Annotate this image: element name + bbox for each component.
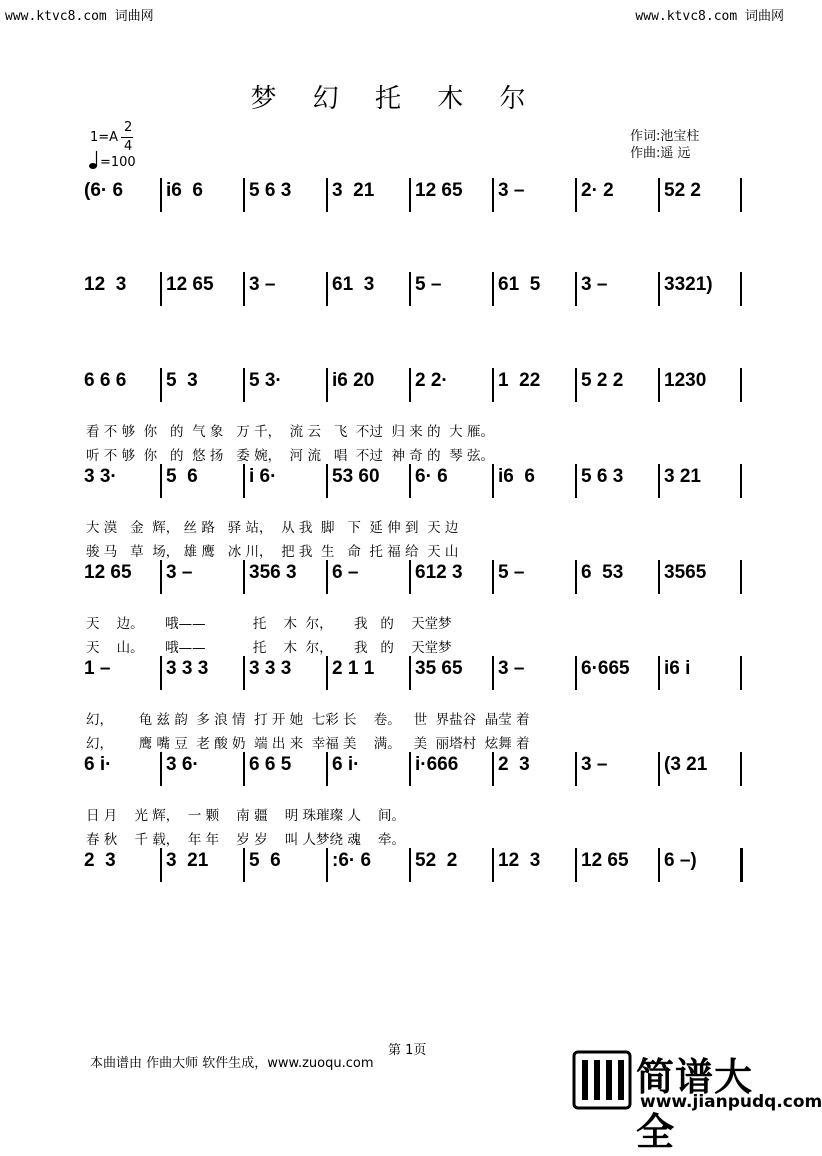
time-signature-bottom: 4 (124, 139, 133, 154)
logo-url: www.jianpudq.com (640, 1092, 822, 1112)
bar-line (492, 752, 494, 786)
measure (249, 850, 322, 880)
lyric-line: 春 秋 千 载， 年 年 岁 岁 叫 人梦绕 魂 牵。 (86, 832, 405, 848)
measure (84, 180, 156, 210)
bar-line (326, 178, 328, 212)
bar-line (326, 848, 328, 882)
measure (166, 180, 239, 210)
notation-row (78, 466, 740, 496)
bar-line (492, 560, 494, 594)
measure (581, 370, 654, 400)
measure-notes: 3 21 (332, 180, 375, 201)
measure (664, 370, 736, 400)
bar-line (740, 368, 742, 402)
bar-line (740, 178, 742, 212)
measure-notes: 3 – (249, 274, 276, 295)
notation-row (78, 274, 740, 304)
bar-line (409, 848, 411, 882)
measure-notes: 2 2· (415, 370, 448, 391)
measure (415, 274, 488, 304)
lyric-line: 大 漠 金 辉， 丝 路 驿 站， 从 我 脚 下 延 伸 到 天 边 (86, 520, 459, 536)
measure (664, 466, 736, 496)
lyric-line: 幻， 龟 兹 韵 多 浪 情 打 开 她 七彩 长 卷。 世 界盐谷 晶莹 着 (86, 712, 530, 728)
measure (415, 658, 488, 688)
measure (415, 370, 488, 400)
measure (581, 754, 654, 784)
bar-line (326, 464, 328, 498)
notation-row (78, 658, 740, 688)
bar-line (658, 752, 660, 786)
bar-line (492, 272, 494, 306)
lyric-line: 幻， 鹰 嘴 豆 老 酸 奶 端 出 来 幸福 美 满。 美 丽塔村 炫舞 着 (86, 736, 530, 752)
time-signature-bar (121, 137, 133, 138)
measure-notes: 3565 (664, 562, 707, 583)
bar-line (575, 656, 577, 690)
measure (415, 850, 488, 880)
measure (664, 850, 736, 880)
measure-notes: 2· 2 (581, 180, 614, 201)
measure-notes: 35 65 (415, 658, 463, 679)
header-site-left[interactable]: www.ktvc8.com 词曲网 (5, 9, 154, 24)
composer-credit: 作曲:遥 远 (630, 146, 691, 161)
measure (581, 274, 654, 304)
key-signature: 1=A (90, 130, 119, 145)
bar-line (243, 656, 245, 690)
bar-line (658, 656, 660, 690)
bar-line (492, 178, 494, 212)
bar-line (160, 848, 162, 882)
measure (415, 562, 488, 592)
bar-line (409, 464, 411, 498)
measure-notes: 1 – (84, 658, 111, 679)
measure-notes: 3 – (166, 562, 193, 583)
measure-notes: i6 6 (498, 466, 535, 487)
measure-notes: i 6· (249, 466, 277, 487)
lyric-line: 听 不 够 你 的 悠 扬 委 婉， 河 流 唱 不过 神 奇 的 琴 弦。 (86, 448, 494, 464)
measure (664, 754, 736, 784)
measure (249, 754, 322, 784)
measure (581, 562, 654, 592)
bar-line (575, 752, 577, 786)
bar-line (160, 178, 162, 212)
bar-line (243, 848, 245, 882)
notation-row (78, 562, 740, 592)
measure (415, 754, 488, 784)
measure-notes: 5 – (415, 274, 442, 295)
bar-line (326, 656, 328, 690)
measure (332, 658, 405, 688)
bar-line (243, 368, 245, 402)
lyric-line: 骏 马 草 场， 雄 鹰 冰 川， 把 我 生 命 托 福 给 天 山 (86, 544, 459, 560)
measure (498, 466, 571, 496)
measure (332, 562, 405, 592)
measure (166, 370, 239, 400)
bar-line (243, 560, 245, 594)
measure-notes: 3 6· (166, 754, 199, 775)
lyric-line: 天 山。 哦—— 托 木 尔， 我 的 天堂梦 (86, 640, 452, 656)
page-number: 第 1页 (388, 1043, 427, 1058)
bar-line (160, 368, 162, 402)
bar-line (409, 368, 411, 402)
measure-notes: (6· 6 (84, 180, 124, 201)
measure (166, 658, 239, 688)
measure-notes: 2 3 (84, 850, 116, 871)
measure-notes: 5 6 (249, 850, 281, 871)
measure (166, 562, 239, 592)
bar-line (160, 464, 162, 498)
bar-line (243, 178, 245, 212)
measure (664, 658, 736, 688)
measure (581, 658, 654, 688)
bar-line (492, 464, 494, 498)
bar-line (409, 178, 411, 212)
bar-line (575, 272, 577, 306)
measure-notes: 2 3 (498, 754, 530, 775)
measure (84, 658, 156, 688)
bar-line (326, 560, 328, 594)
measure-notes: 6 –) (664, 850, 697, 871)
measure (664, 180, 736, 210)
measure (249, 370, 322, 400)
bar-line (409, 272, 411, 306)
measure-notes: 2 1 1 (332, 658, 375, 679)
measure-notes: 6 i· (332, 754, 360, 775)
measure-notes: 12 65 (166, 274, 214, 295)
site-logo[interactable] (572, 1048, 822, 1154)
measure (581, 466, 654, 496)
bar-line (740, 656, 742, 690)
measure (332, 466, 405, 496)
measure (664, 562, 736, 592)
notation-row (78, 850, 740, 880)
measure-notes: 12 3 (498, 850, 541, 871)
bar-line (740, 848, 743, 882)
bar-line (740, 560, 742, 594)
song-title: 梦 幻 托 木 尔 (250, 84, 540, 114)
measure-notes: 6 53 (581, 562, 624, 583)
bar-line (575, 178, 577, 212)
bar-line (575, 560, 577, 594)
bar-line (492, 848, 494, 882)
measure-notes: 1230 (664, 370, 707, 391)
measure-notes: 3 – (498, 658, 525, 679)
measure-notes: 5 – (498, 562, 525, 583)
bar-line (575, 464, 577, 498)
measure (332, 850, 405, 880)
measure (332, 370, 405, 400)
measure-notes: 52 2 (664, 180, 701, 201)
measure-notes: 3 3· (84, 466, 117, 487)
measure-notes: i6 20 (332, 370, 375, 391)
measure-notes: 356 3 (249, 562, 297, 583)
bar-line (658, 560, 660, 594)
measure (581, 180, 654, 210)
bar-line (409, 656, 411, 690)
bar-line (243, 464, 245, 498)
measure-notes: 12 65 (581, 850, 629, 871)
piano-icon (572, 1048, 632, 1110)
measure-notes: 61 5 (498, 274, 541, 295)
measure-notes: :6· 6 (332, 850, 372, 871)
measure (581, 850, 654, 880)
measure (249, 466, 322, 496)
footer-note: 本曲谱由 作曲大师 软件生成，www.zuoqu.com (90, 1056, 374, 1071)
measure-notes: 5 6 3 (249, 180, 292, 201)
notation-row (78, 370, 740, 400)
measure-notes: 6 – (332, 562, 359, 583)
bar-line (740, 752, 742, 786)
bar-line (658, 464, 660, 498)
bar-line (326, 272, 328, 306)
measure-notes: 5 3· (249, 370, 282, 391)
logo-name: 简谱大全 (636, 1055, 754, 1154)
bar-line (575, 848, 577, 882)
bar-line (492, 656, 494, 690)
notation-row (78, 180, 740, 210)
measure-notes: 3 – (581, 274, 608, 295)
measure (498, 658, 571, 688)
measure-notes: 53 60 (332, 466, 380, 487)
measure-notes: 3 3 3 (166, 658, 209, 679)
bar-line (326, 368, 328, 402)
measure-notes: 3 21 (664, 466, 701, 487)
bar-line (492, 368, 494, 402)
measure-notes: i·666 (415, 754, 459, 775)
measure-notes: i6 6 (166, 180, 203, 201)
measure (249, 658, 322, 688)
measure-notes: 52 2 (415, 850, 458, 871)
notation-row (78, 754, 740, 784)
measure-notes: 3 3 3 (249, 658, 292, 679)
bar-line (658, 848, 660, 882)
measure-notes: 12 65 (415, 180, 463, 201)
measure (249, 180, 322, 210)
bar-line (740, 464, 742, 498)
measure-notes: 12 65 (84, 562, 132, 583)
bar-line (160, 272, 162, 306)
measure-notes: 5 6 3 (581, 466, 624, 487)
measure (664, 274, 736, 304)
measure (166, 466, 239, 496)
lyric-line: 天 边。 哦—— 托 木 尔， 我 的 天堂梦 (86, 616, 452, 632)
measure (84, 370, 156, 400)
bar-line (160, 560, 162, 594)
measure (84, 562, 156, 592)
measure (166, 850, 239, 880)
measure-notes: 6 6 5 (249, 754, 292, 775)
measure-notes: 61 3 (332, 274, 375, 295)
measure-notes: 6 6 6 (84, 370, 127, 391)
bar-line (326, 752, 328, 786)
bar-line (575, 368, 577, 402)
bar-line (409, 752, 411, 786)
time-signature-top: 2 (124, 120, 133, 135)
measure (498, 370, 571, 400)
quarter-note-icon (88, 150, 100, 170)
bar-line (243, 272, 245, 306)
measure (249, 562, 322, 592)
measure (166, 754, 239, 784)
bar-line (740, 272, 742, 306)
measure-notes: 5 6 (166, 466, 198, 487)
measure-notes: 5 2 2 (581, 370, 624, 391)
bar-line (658, 178, 660, 212)
measure-notes: 6· 6 (415, 466, 448, 487)
measure-notes: 6·665 (581, 658, 630, 679)
measure (498, 562, 571, 592)
measure (498, 754, 571, 784)
measure-notes: 612 3 (415, 562, 463, 583)
measure (498, 850, 571, 880)
lyric-line: 日 月 光 辉， 一 颗 南 疆 明 珠璀璨 人 间。 (86, 808, 405, 824)
measure (249, 274, 322, 304)
measure-notes: i6 i (664, 658, 691, 679)
measure (84, 850, 156, 880)
measure-notes: (3 21 (664, 754, 708, 775)
bar-line (658, 368, 660, 402)
bar-line (160, 752, 162, 786)
measure-notes: 3 21 (166, 850, 209, 871)
measure-notes: 3 – (498, 180, 525, 201)
lyric-line: 看 不 够 你 的 气 象 万 千， 流 云 飞 不过 归 来 的 大 雁。 (86, 424, 494, 440)
lyricist-credit: 作词:池宝柱 (630, 129, 700, 144)
measure-notes: 3321) (664, 274, 713, 295)
bar-line (243, 752, 245, 786)
bar-line (658, 272, 660, 306)
measure (415, 466, 488, 496)
tempo-marking: =100 (100, 155, 136, 170)
measure (332, 180, 405, 210)
measure-notes: 5 3 (166, 370, 198, 391)
measure-notes: 6 i· (84, 754, 112, 775)
measure-notes: 3 – (581, 754, 608, 775)
measure (84, 466, 156, 496)
bar-line (160, 656, 162, 690)
bar-line (409, 560, 411, 594)
header-site-right[interactable]: www.ktvc8.com 词曲网 (635, 9, 784, 24)
measure (84, 274, 156, 304)
measure (498, 180, 571, 210)
measure (415, 180, 488, 210)
measure-notes: 1 22 (498, 370, 541, 391)
measure (332, 754, 405, 784)
measure (498, 274, 571, 304)
measure (84, 754, 156, 784)
measure (166, 274, 239, 304)
measure (332, 274, 405, 304)
measure-notes: 12 3 (84, 274, 127, 295)
